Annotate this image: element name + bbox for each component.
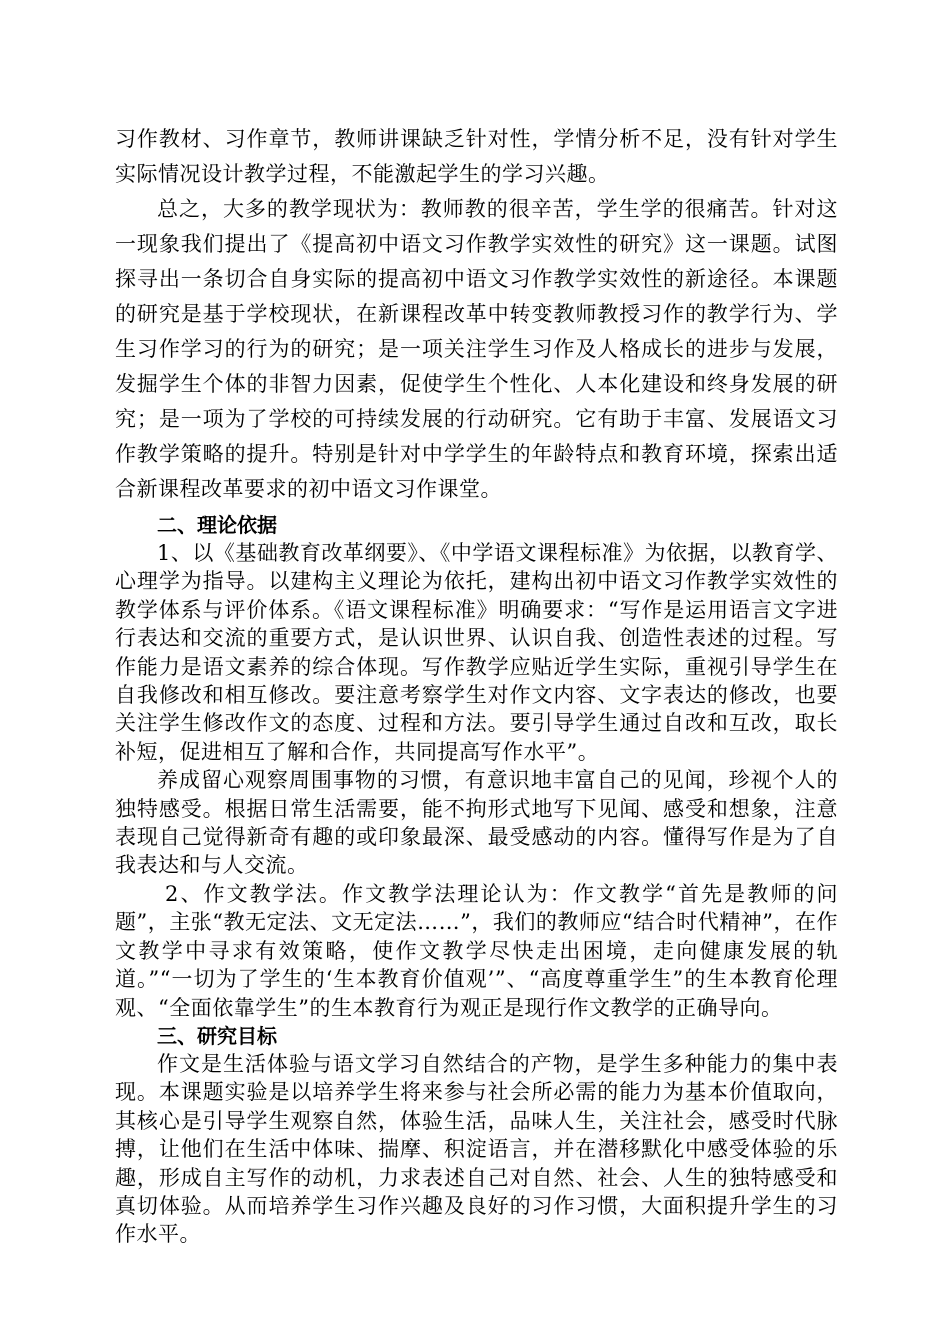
intro-section	[115, 122, 838, 507]
theory-paragraph-2: 养成留心观察周围事物的习惯，有意识地丰富自己的见闻，珍视个人的独特感受。根据日常生活需要，能不拘形式地写下见闻、感受和想象，注意表现自己觉得新奇有趣的或印象最深、最受感动的内容。懂得写作是为了自我表达和与人交流。	[115, 768, 838, 878]
theory-section	[115, 511, 838, 1022]
section-heading-goals: 三、研究目标	[157, 1023, 277, 1048]
theory-paragraph-3: 2、作文教学法。作文教学法理论认为：作文教学“首先是教师的问题”，主张“教无定法、文无定法……”，我们的教师应“结合时代精神”，在作文教学中寻求有效策略，使作文教学尽快走出困境，走向健康发展的轨道。”“一切为了学生的‘生本教育价值观’”、“高度尊重学生”的生本教育伦理观、“全面依靠学生”的生本教育行为观正是现行作文教学的正确导向。	[115, 881, 838, 1020]
goals-paragraph-1: 作文是生活体验与语文学习自然结合的产物，是学生多种能力的集中表现。本课题实验是以培养学生将来参与社会所必需的能力为基本价值取向，其核心是引导学生观察自然，体验生活，品味人生，关注社会，感受时代脉搏，让他们在生活中体味、揣摩、积淀语言，并在潜移默化中感受体验的乐趣，形成自主写作的动机，力求表述自己对自然、社会、人生的独特感受和真切体验。从而培养学生习作兴趣及良好的习作习惯，大面积提升学生的习作水平。	[115, 1051, 838, 1247]
theory-paragraph-1: 1、以《基础教育改革纲要》、《中学语文课程标准》为依据，以教育学、心理学为指导。以建构主义理论为依托，建构出初中语文习作教学实效性的教学体系与评价体系。《语文课程标准》明确要求：“写作是运用语言文字进行表达和交流的重要方式，是认识世界、认识自我、创造性表述的过程。写作能力是语文素养的综合体现。写作教学应贴近学生实际，重视引导学生在自我修改和相互修改。要注意考察学生对作文内容、文字表达的修改，也要关注学生修改作文的态度、过程和方法。要引导学生通过自改和互改，取长补短，促进相互了解和合作，共同提高写作水平”。	[115, 541, 838, 764]
intro-paragraph-summary: 总之，大多的教学现状为：教师教的很辛苦，学生学的很痛苦。针对这一现象我们提出了《提高初中语文习作教学实效性的研究》这一课题。试图探寻出一条切合自身实际的提高初中语文习作教学实效性的新途径。本课题的研究是基于学校现状，在新课程改革中转变教师教授习作的教学行为、学生习作学习的行为的研究；是一项关注学生习作及人格成长的进步与发展，发掘学生个体的非智力因素，促使学生个性化、人本化建设和终身发展的研究；是一项为了学校的可持续发展的行动研究。它有助于丰富、发展语文习作教学策略的提升。特别是针对中学学生的年龄特点和教育环境，探索出适合新课程改革要求的初中语文习作课堂。	[115, 197, 838, 501]
intro-paragraph-continued: 习作教材、习作章节，教师讲课缺乏针对性，学情分析不足，没有针对学生实际情况设计教学过程，不能激起学生的学习兴趣。	[115, 127, 838, 186]
section-heading-theory: 二、理论依据	[157, 513, 277, 537]
goals-section	[115, 1022, 838, 1249]
